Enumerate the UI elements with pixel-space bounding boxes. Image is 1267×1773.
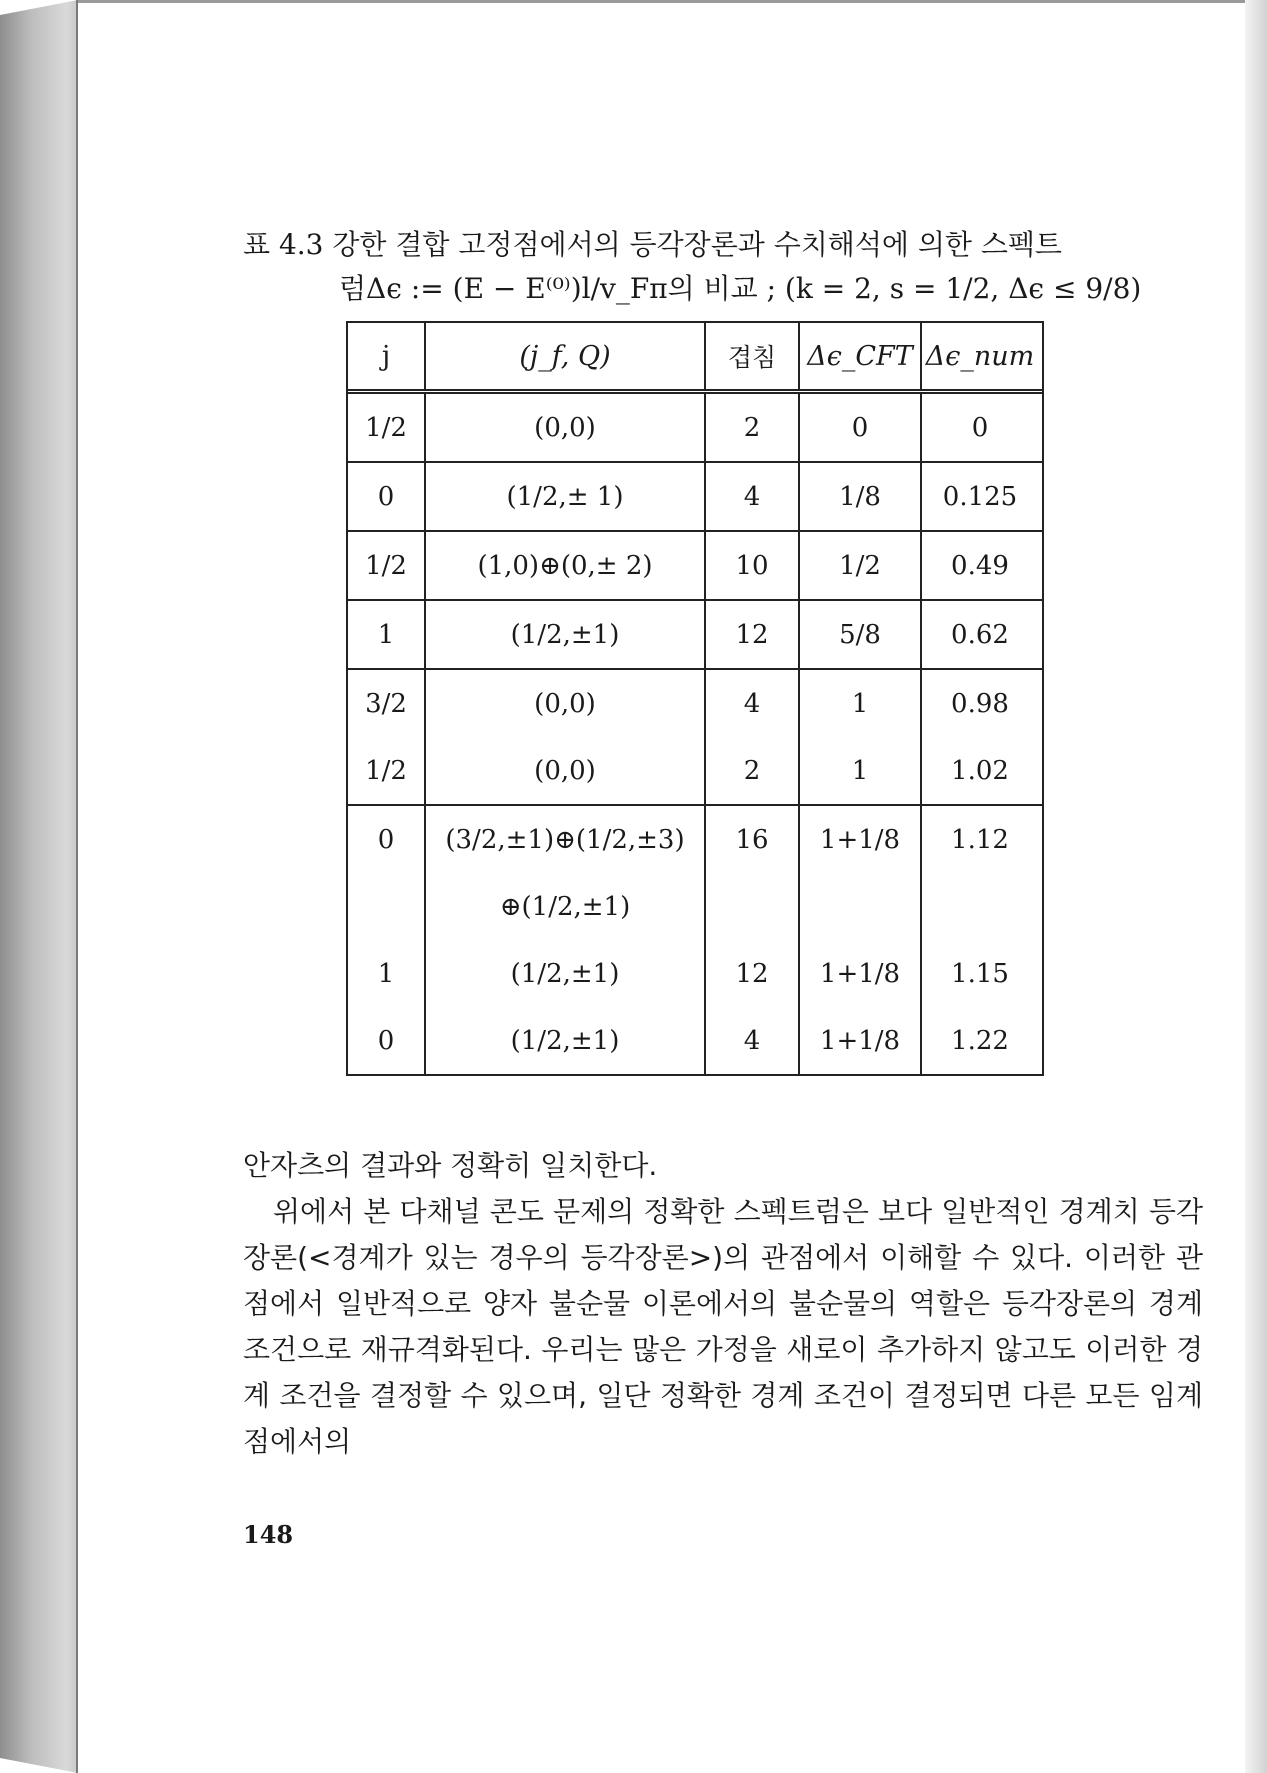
page-right-edge	[1245, 0, 1267, 1773]
cell-jf-q: (0,0)	[426, 737, 706, 804]
cell-delta-num: 0.125	[942, 481, 1018, 512]
paragraph-2: 위에서 본 다채널 콘도 문제의 정확한 스펙트럼은 보다 일반적인 경계치 등각장론(<경계가 있는 경우의 등각장론>)의 관점에서 이해할 수 있다. 이러한 관점에서 일반적으로 양자 불순물 이론에서의 불순물의 역할은 등각장론의 경계 조건으로 재규격화된다. 우리는 많은 가정을 새로이 추가하지 않고도 이러한 경계 조건을 결정할 수 있으며, 일단 정확한 경계 조건이 결정되면 다른 모든 임계점에서의	[243, 1195, 1203, 1458]
table-row-group	[348, 670, 1042, 806]
cell-degeneracy: 10	[706, 532, 800, 599]
cell-delta-cft: 5/8	[800, 601, 922, 668]
cell-jf-q: (1/2,±1)	[426, 1007, 706, 1074]
body-text	[243, 1143, 1203, 1465]
table-row	[348, 1007, 1042, 1074]
cell-j	[348, 873, 426, 940]
cell-delta-cft: 1+1/8	[800, 940, 922, 1007]
table-row-group	[348, 532, 1042, 601]
table-row	[348, 737, 1042, 804]
table-row	[348, 806, 1042, 873]
cell-j: 1	[348, 940, 426, 1007]
paragraph-1: 안자츠의 결과와 정확히 일치한다.	[243, 1149, 658, 1182]
cell-delta-cft: 0	[800, 394, 922, 461]
cell-degeneracy: 4	[706, 1007, 800, 1074]
cell-degeneracy: 4	[706, 670, 800, 737]
cell-j: 1	[348, 601, 426, 668]
cell-delta-cft: 1	[800, 737, 922, 804]
cell-j: 0	[348, 463, 426, 530]
table-row	[348, 601, 1042, 668]
cell-delta-num: 1.12	[951, 824, 1009, 855]
page-number: 148	[243, 1520, 294, 1549]
cell-degeneracy: 16	[706, 806, 800, 873]
cell-jf-q: (0,0)	[426, 670, 706, 737]
cell-degeneracy	[706, 873, 800, 940]
cell-delta-cft: 1+1/8	[800, 806, 922, 873]
cell-delta-cft: 1/2	[800, 532, 922, 599]
cell-j: 1/2	[348, 394, 426, 461]
cell-delta-cft: 1/8	[800, 463, 922, 530]
header-delta-num: Δϵ_num	[925, 340, 1035, 372]
cell-jf-q: (1,0)⊕(0,± 2)	[426, 532, 706, 599]
cell-delta-num: 1.02	[951, 755, 1009, 786]
spectrum-table	[346, 321, 1044, 1076]
table-row-group	[348, 601, 1042, 670]
cell-j: 0	[348, 1007, 426, 1074]
cell-j: 1/2	[348, 737, 426, 804]
table-row	[348, 670, 1042, 737]
table-row	[348, 394, 1042, 461]
cell-jf-q: ⊕(1/2,±1)	[426, 873, 706, 940]
header-jf-q: (j_f, Q)	[426, 323, 706, 389]
cell-delta-cft: 1	[800, 670, 922, 737]
header-delta-cft: Δϵ_CFT	[800, 323, 922, 389]
table-row-group	[348, 394, 1042, 463]
table-caption	[243, 223, 1203, 311]
header-degeneracy: 겹침	[706, 323, 800, 389]
cell-j: 3/2	[348, 670, 426, 737]
cell-jf-q: (1/2,±1)	[426, 601, 706, 668]
cell-delta-num: 0	[971, 412, 989, 443]
cell-degeneracy: 2	[706, 737, 800, 804]
cell-delta-cft	[800, 873, 922, 940]
cell-degeneracy: 4	[706, 463, 800, 530]
cell-jf-q: (0,0)	[426, 394, 706, 461]
cell-delta-num: 0.62	[951, 619, 1009, 650]
page	[78, 3, 1245, 1773]
header-j: j	[348, 323, 426, 389]
cell-degeneracy: 12	[706, 601, 800, 668]
cell-delta-num: 0.98	[951, 688, 1009, 719]
cell-jf-q: (1/2,±1)	[426, 940, 706, 1007]
cell-delta-num	[922, 873, 1038, 940]
cell-j: 1/2	[348, 532, 426, 599]
cell-delta-num: 1.15	[951, 958, 1009, 989]
cell-jf-q: (1/2,± 1)	[426, 463, 706, 530]
table-row	[348, 463, 1042, 530]
table-body	[348, 394, 1042, 1074]
cell-jf-q: (3/2,±1)⊕(1/2,±3)	[426, 806, 706, 873]
caption-line-2: 럼Δϵ := (E − E⁽⁰⁾)l/v_Fπ의 비교 ; (k = 2, s = 1/2, Δϵ ≤ 9/8)	[339, 272, 1142, 305]
cell-delta-cft: 1+1/8	[800, 1007, 922, 1074]
cell-delta-num: 1.22	[951, 1025, 1009, 1056]
table-header-row	[348, 323, 1042, 394]
table-row	[348, 873, 1042, 940]
table-row	[348, 940, 1042, 1007]
table-row-group	[348, 463, 1042, 532]
table-row-group	[348, 806, 1042, 1074]
cell-j: 0	[348, 806, 426, 873]
table-row	[348, 532, 1042, 599]
cell-degeneracy: 12	[706, 940, 800, 1007]
cell-degeneracy: 2	[706, 394, 800, 461]
cell-delta-num: 0.49	[951, 550, 1009, 581]
book-spine	[0, 0, 78, 1773]
caption-line-1: 표 4.3 강한 결합 고정점에서의 등각장론과 수치해석에 의한 스펙트	[243, 228, 1062, 261]
